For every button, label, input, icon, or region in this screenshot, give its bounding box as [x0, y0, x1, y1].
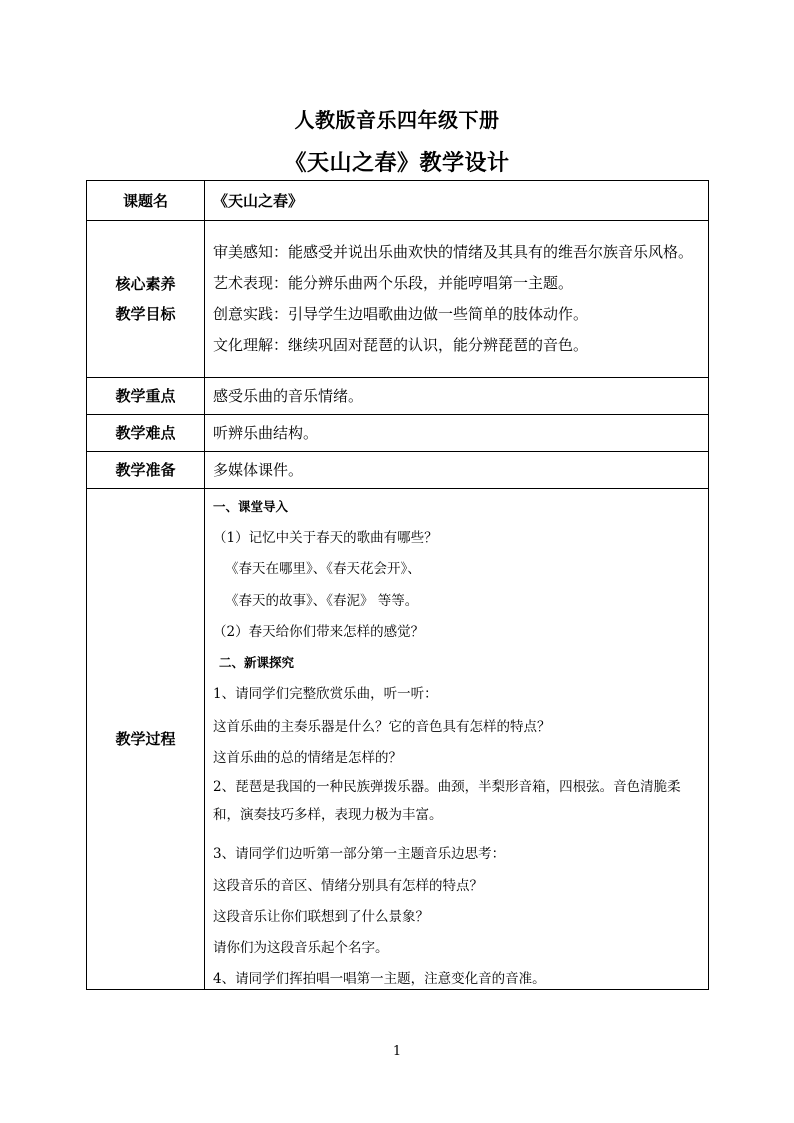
goal-aesthetic: 审美感知：能感受并说出乐曲欢快的情绪及其具有的维吾尔族音乐风格。 — [213, 243, 694, 261]
preparation-label: 教学准备 — [87, 452, 205, 489]
table-row-topic — [87, 181, 709, 221]
preparation-value: 多媒体课件。 — [205, 452, 709, 489]
table-row-process — [87, 489, 709, 990]
goals-label-line1: 核心素养 — [115, 275, 176, 293]
document-title: 人教版音乐四年级下册 — [294, 108, 500, 132]
key-point-value: 感受乐曲的音乐情绪。 — [205, 378, 709, 415]
goal-expression: 艺术表现：能分辨乐曲两个乐段，并能哼唱第一主题。 — [213, 274, 574, 292]
process-section2-heading: 二、新课探究 — [219, 655, 295, 670]
process-step3-question1: 这段音乐的音区、情绪分别具有怎样的特点？ — [213, 878, 483, 894]
table-row-preparation — [87, 452, 709, 489]
process-step3-question2: 这段音乐让你们联想到了什么景象？ — [213, 909, 429, 925]
table-row-goals — [87, 221, 709, 378]
process-step1-question2: 这首乐曲的总的情绪是怎样的？ — [213, 750, 402, 766]
process-step1-question1: 这首乐曲的主奏乐器是什么？它的音色具有怎样的特点？ — [213, 719, 551, 735]
process-step2: 2、琵琶是我国的一种民族弹拨乐器。曲颈，半梨形音箱，四根弦。音色清脆柔和，演奏技巧多样，表现力极为丰富。 — [213, 779, 681, 823]
process-songs-line1: 《春天在哪里》、《春天花会开》、 — [225, 561, 421, 577]
lesson-plan-table — [86, 180, 709, 990]
key-point-label: 教学重点 — [87, 378, 205, 415]
goal-culture: 文化理解：继续巩固对琵琶的认识，能分辨琵琶的音色。 — [213, 336, 589, 354]
table-row-difficulty — [87, 415, 709, 452]
process-label: 教学过程 — [87, 489, 205, 990]
process-step1: 1、请同学们完整欣赏乐曲，听一听： — [213, 686, 438, 702]
topic-label: 课题名 — [87, 181, 205, 221]
process-content — [205, 489, 709, 990]
process-section1-heading: 一、课堂导入 — [213, 499, 289, 514]
goals-label — [87, 221, 205, 378]
topic-value: 《天山之春》 — [205, 181, 709, 221]
process-step4: 4、请同学们挥拍唱一唱第一主题，注意变化音的音准。 — [213, 971, 546, 987]
page-number: 1 — [392, 1044, 402, 1059]
process-q2: （2）春天给你们带来怎样的感觉？ — [213, 624, 425, 640]
goals-content — [205, 221, 709, 378]
goals-label-line2: 教学目标 — [115, 305, 176, 323]
process-q1: （1）记忆中关于春天的歌曲有哪些？ — [213, 530, 438, 546]
process-step3: 3、请同学们边听第一部分第一主题音乐边思考： — [213, 846, 506, 862]
table-row-key-point — [87, 378, 709, 415]
difficulty-value: 听辨乐曲结构。 — [205, 415, 709, 452]
difficulty-label: 教学难点 — [87, 415, 205, 452]
process-songs-line2: 《春天的故事》、《春泥》 等等。 — [225, 593, 419, 609]
document-subtitle: 《天山之春》教学设计 — [284, 150, 510, 176]
process-step3-question3: 请你们为这段音乐起个名字。 — [213, 940, 389, 956]
goal-creativity: 创意实践：引导学生边唱歌曲边做一些简单的肢体动作。 — [213, 305, 589, 323]
